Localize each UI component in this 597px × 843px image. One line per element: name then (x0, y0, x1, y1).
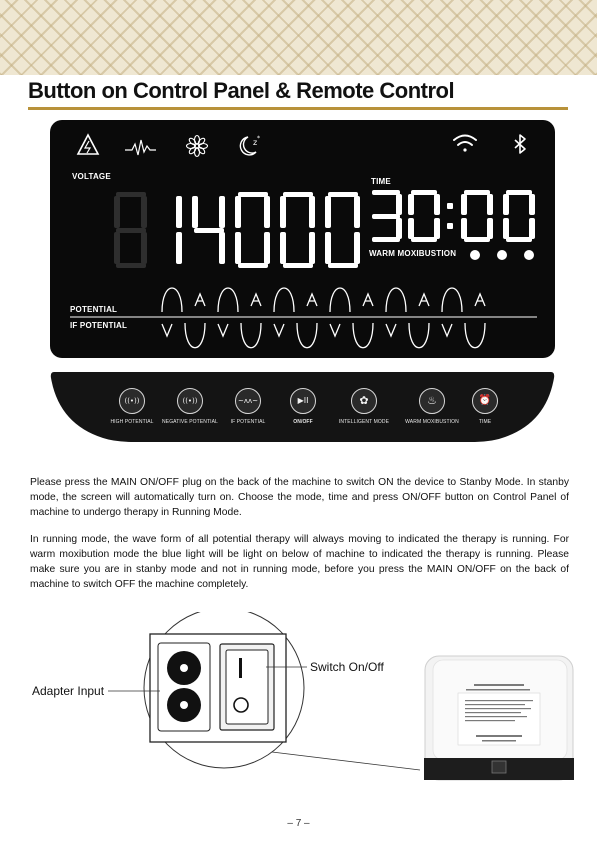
voltage-digit-0a (235, 192, 270, 268)
switch-callout: Switch On/Off (310, 660, 384, 674)
svg-text:z: z (253, 138, 258, 147)
instruction-paragraph-standby: Please press the MAIN ON/OFF plug on the back of the machine to switch ON the device to Stanby Mode. In stanby mode, the screen will automatically turn on. Choose the mode, time and press ON/OFF button on Control Panel of machine to undergo therapy in Running Mode. (30, 477, 569, 518)
instruction-paragraph-running: In running mode, the wave form of all potential therapy will always moving to indicated the therapy is running. For warm moxibution mode the blue light will be light on below of machine to indicated the therapy is running. Please make sure you are in stanby mode and not in running mode, before you press the MAIN ON/OFF on the back of machine to switch OFF the machine completely. (30, 534, 569, 590)
button-label: WARM MOXIBUSTION (405, 419, 459, 425)
machine-rear-photo (424, 656, 574, 780)
button-label: HIGH POTENTIAL (110, 419, 154, 425)
power-switch (220, 644, 274, 730)
lcd-display (50, 120, 555, 358)
time-label: TIME (371, 177, 391, 186)
magnifier-leader-line (272, 752, 420, 770)
time-digit-3 (372, 190, 402, 242)
control-panel (50, 372, 555, 444)
time-colon (447, 203, 453, 229)
button-label: ON/OFF (293, 419, 313, 425)
voltage-digit-0b (280, 192, 315, 268)
flame-icon: ♨ (419, 388, 445, 414)
high-potential-icon: ((•)) (119, 388, 145, 414)
mode-label: WARM MOXIBUSTION (369, 249, 457, 258)
time-digit-0a (408, 190, 440, 242)
potential-label: POTENTIAL (70, 305, 118, 314)
if-wave-icon: ~ʌʌ~ (235, 388, 261, 414)
button-label: NEGATIVE POTENTIAL (162, 419, 218, 425)
voltage-digit-4 (192, 196, 225, 264)
decorative-header-pattern (0, 0, 597, 75)
time-digit-0c (503, 190, 535, 242)
wifi-icon (454, 136, 476, 152)
intelligent-mode-button[interactable] (326, 388, 402, 425)
time-digit-0b (461, 190, 493, 242)
flower-icon (187, 136, 208, 157)
page-number: – 7 – (287, 818, 310, 829)
voltage-label: VOLTAGE (72, 172, 111, 181)
if-wave-icon (125, 140, 156, 155)
voltage-digit-0c (325, 192, 360, 268)
page-title: Button on Control Panel & Remote Control (28, 78, 455, 103)
if-potential-waveform (162, 323, 485, 348)
bluetooth-icon (515, 135, 525, 153)
title-underline (28, 107, 568, 110)
svg-text:*: * (257, 135, 260, 142)
negative-potential-icon: ((•)) (177, 388, 203, 414)
mode-indicator-dots (470, 250, 534, 260)
adapter-input-callout: Adapter Input (32, 684, 105, 698)
moon-stars-icon (240, 135, 260, 155)
button-label: INTELLIGENT MODE (338, 419, 390, 425)
high-voltage-warning-icon (78, 135, 98, 154)
potential-waveform (162, 288, 485, 312)
flower-icon: ✿ (351, 388, 377, 414)
time-button[interactable] (447, 388, 523, 425)
play-pause-icon: ▶II (290, 388, 316, 414)
button-label: IF POTENTIAL (230, 419, 266, 425)
button-label: TIME (478, 419, 492, 425)
rear-panel-diagram (0, 612, 597, 807)
if-potential-label: IF POTENTIAL (70, 321, 128, 330)
alarm-clock-icon: ⏰ (472, 388, 498, 414)
voltage-digit-1 (176, 196, 182, 264)
